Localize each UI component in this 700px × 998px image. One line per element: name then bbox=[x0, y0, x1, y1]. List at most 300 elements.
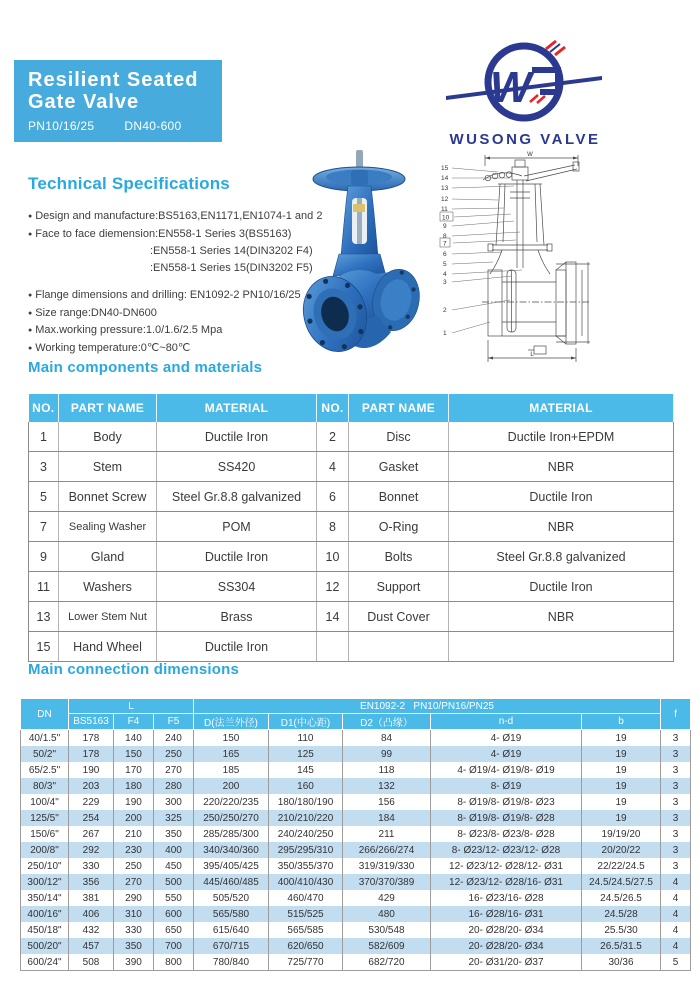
dimensions-cell: 190 bbox=[69, 762, 114, 778]
dimensions-cell: 500 bbox=[154, 874, 194, 890]
components-table bbox=[28, 394, 674, 662]
dimensions-cell: 118 bbox=[343, 762, 431, 778]
spec-line bbox=[28, 243, 333, 260]
components-cell: Bonnet bbox=[349, 482, 449, 512]
dimensions-cell: 406 bbox=[69, 906, 114, 922]
dimensions-cell: 16- Ø28/16- Ø31 bbox=[431, 906, 582, 922]
dimensions-cell: 615/640 bbox=[194, 922, 269, 938]
dimensions-cell: 356 bbox=[69, 874, 114, 890]
components-cell: Ductile Iron bbox=[157, 422, 317, 452]
dimensions-cell: 285/285/300 bbox=[194, 826, 269, 842]
components-cell: Steel Gr.8.8 galvanized bbox=[449, 542, 674, 572]
spec-text: Working temperature:0℃~80℃ bbox=[35, 341, 191, 354]
components-cell: O-Ring bbox=[349, 512, 449, 542]
product-title-line1: Resilient Seated bbox=[28, 69, 199, 91]
dimensions-cell: 600 bbox=[154, 906, 194, 922]
dimensions-cell: 505/520 bbox=[194, 890, 269, 906]
callout-13: 13 bbox=[441, 185, 449, 192]
dimensions-cell: 165 bbox=[194, 746, 269, 762]
col-f4: F4 bbox=[114, 714, 154, 730]
dimensions-cell: 508 bbox=[69, 954, 114, 971]
dimensions-cell: 250 bbox=[154, 746, 194, 762]
dimensions-cell: 4- Ø19 bbox=[431, 746, 582, 762]
callout-9: 9 bbox=[443, 223, 447, 230]
dimensions-cell: 150 bbox=[194, 730, 269, 747]
dimensions-cell: 8- Ø23/12- Ø23/12- Ø28 bbox=[431, 842, 582, 858]
bullet-icon: ● bbox=[28, 327, 33, 334]
dimensions-heading: Main connection dimensions bbox=[28, 661, 240, 678]
dimensions-row bbox=[21, 762, 691, 778]
dimensions-cell: 125/5" bbox=[21, 810, 69, 826]
dimensions-cell: 450 bbox=[154, 858, 194, 874]
dimensions-cell: 19/19/20 bbox=[582, 826, 661, 842]
dimensions-cell: 600/24" bbox=[21, 954, 69, 971]
dimensions-cell: 24.5/28 bbox=[582, 906, 661, 922]
dimensions-cell: 100/4" bbox=[21, 794, 69, 810]
callout-2: 2 bbox=[443, 307, 447, 314]
dim-w-label: W bbox=[527, 152, 533, 158]
dimensions-cell: 185 bbox=[194, 762, 269, 778]
components-cell: Ductile Iron bbox=[157, 542, 317, 572]
dimensions-cell: 650 bbox=[154, 922, 194, 938]
components-row bbox=[29, 572, 674, 602]
dimensions-cell: 250/10" bbox=[21, 858, 69, 874]
dimensions-cell: 300/12" bbox=[21, 874, 69, 890]
dimensions-cell: 295/295/310 bbox=[269, 842, 343, 858]
dimensions-cell: 400/410/430 bbox=[269, 874, 343, 890]
dimensions-cell: 780/840 bbox=[194, 954, 269, 971]
col-group-l: L bbox=[69, 699, 194, 714]
dimensions-cell: 19 bbox=[582, 778, 661, 794]
spec-line bbox=[28, 260, 333, 277]
product-subtitle bbox=[28, 119, 222, 133]
callout-11: 11 bbox=[441, 206, 448, 213]
dimensions-cell: 8- Ø19/8- Ø19/8- Ø23 bbox=[431, 794, 582, 810]
dimensions-row bbox=[21, 874, 691, 890]
dimensions-cell: 210 bbox=[114, 826, 154, 842]
components-cell: 12 bbox=[317, 572, 349, 602]
components-cell: 10 bbox=[317, 542, 349, 572]
spec-text: Face to face diemension:EN558-1 Series 3(BS5163) bbox=[35, 227, 292, 240]
components-cell: Gasket bbox=[349, 452, 449, 482]
spec-text: :EN558-1 Series 15(DIN3202 F5) bbox=[150, 261, 313, 274]
spec-line bbox=[28, 305, 333, 323]
dimensions-cell: 550 bbox=[154, 890, 194, 906]
components-cell: Gland bbox=[59, 542, 157, 572]
dimensions-cell: 24.5/24.5/27.5 bbox=[582, 874, 661, 890]
dimensions-row bbox=[21, 890, 691, 906]
components-cell: Washers bbox=[59, 572, 157, 602]
dimensions-cell: 370/370/389 bbox=[343, 874, 431, 890]
dimensions-cell: 8- Ø19/8- Ø19/8- Ø28 bbox=[431, 810, 582, 826]
dimensions-cell: 325 bbox=[154, 810, 194, 826]
dimensions-cell: 230 bbox=[114, 842, 154, 858]
col-d2: D2（凸缘） bbox=[343, 714, 431, 730]
dimensions-cell: 16- Ø23/16- Ø28 bbox=[431, 890, 582, 906]
col-dn: DN bbox=[21, 699, 69, 730]
dim-l-label: L bbox=[530, 352, 534, 358]
bullet-icon: ● bbox=[28, 292, 33, 299]
components-header-row bbox=[29, 394, 674, 422]
callout-15: 15 bbox=[441, 165, 449, 172]
spec-line bbox=[28, 340, 333, 358]
dimensions-cell: 8- Ø19 bbox=[431, 778, 582, 794]
dimensions-cell: 3 bbox=[661, 746, 691, 762]
col-material-1: MATERIAL bbox=[157, 394, 317, 422]
dimensions-cell: 319/319/330 bbox=[343, 858, 431, 874]
components-cell: Ductile Iron bbox=[449, 482, 674, 512]
components-cell: Ductile Iron bbox=[157, 632, 317, 662]
valve-photo bbox=[299, 148, 421, 362]
dimensions-cell: 4 bbox=[661, 938, 691, 954]
dimensions-cell: 240/240/250 bbox=[269, 826, 343, 842]
dimensions-cell: 350 bbox=[154, 826, 194, 842]
dimensions-cell: 22/22/24.5 bbox=[582, 858, 661, 874]
dimensions-cell: 211 bbox=[343, 826, 431, 842]
dimensions-cell: 20- Ø31/20- Ø37 bbox=[431, 954, 582, 971]
components-cell: Steel Gr.8.8 galvanized bbox=[157, 482, 317, 512]
components-cell: 15 bbox=[29, 632, 59, 662]
dimensions-cell: 340/340/360 bbox=[194, 842, 269, 858]
dimensions-cell: 12- Ø23/12- Ø28/16- Ø31 bbox=[431, 874, 582, 890]
dimensions-cell: 3 bbox=[661, 762, 691, 778]
dimensions-cell: 200 bbox=[114, 810, 154, 826]
dimensions-cell: 5 bbox=[661, 954, 691, 971]
components-cell: Ductile Iron bbox=[449, 572, 674, 602]
spec-text: Design and manufacture:BS5163,EN1171,EN1074-1 and 2 bbox=[35, 210, 323, 222]
dimensions-cell: 390 bbox=[114, 954, 154, 971]
dimensions-cell: 132 bbox=[343, 778, 431, 794]
bullet-icon: ● bbox=[28, 309, 33, 317]
components-cell: 2 bbox=[317, 422, 349, 452]
components-row bbox=[29, 452, 674, 482]
components-cell: Disc bbox=[349, 422, 449, 452]
dimensions-cell: 330 bbox=[69, 858, 114, 874]
dimensions-cell: 267 bbox=[69, 826, 114, 842]
components-cell: 6 bbox=[317, 482, 349, 512]
dimensions-cell: 184 bbox=[343, 810, 431, 826]
dimensions-cell: 250 bbox=[114, 858, 154, 874]
dimensions-cell: 80/3" bbox=[21, 778, 69, 794]
dimensions-cell: 200 bbox=[194, 778, 269, 794]
dimensions-cell: 99 bbox=[343, 746, 431, 762]
dims-header-row-1 bbox=[21, 699, 691, 714]
col-material-2: MATERIAL bbox=[449, 394, 674, 422]
dimensions-cell: 670/715 bbox=[194, 938, 269, 954]
dimensions-cell: 156 bbox=[343, 794, 431, 810]
callout-5: 5 bbox=[443, 261, 447, 268]
dimensions-row bbox=[21, 826, 691, 842]
dimensions-cell: 725/770 bbox=[269, 954, 343, 971]
bullet-icon: ● bbox=[28, 213, 33, 220]
dimensions-cell: 400 bbox=[154, 842, 194, 858]
dimensions-cell: 4 bbox=[661, 874, 691, 890]
components-row bbox=[29, 632, 674, 662]
product-title bbox=[28, 69, 222, 113]
col-bs5163: BS5163 bbox=[69, 714, 114, 730]
components-cell: 3 bbox=[29, 452, 59, 482]
dimensions-cell: 20- Ø28/20- Ø34 bbox=[431, 922, 582, 938]
dimensions-cell: 515/525 bbox=[269, 906, 343, 922]
dimensions-cell: 381 bbox=[69, 890, 114, 906]
col-no-1: NO. bbox=[29, 394, 59, 422]
callout-14: 14 bbox=[441, 175, 449, 182]
dimensions-cell: 460/470 bbox=[269, 890, 343, 906]
components-cell: NBR bbox=[449, 452, 674, 482]
dimensions-cell: 180/180/190 bbox=[269, 794, 343, 810]
dimensions-cell: 350/355/370 bbox=[269, 858, 343, 874]
components-cell: Bonnet Screw bbox=[59, 482, 157, 512]
dimensions-cell: 429 bbox=[343, 890, 431, 906]
components-cell: Support bbox=[349, 572, 449, 602]
dimensions-cell: 700 bbox=[154, 938, 194, 954]
components-row bbox=[29, 422, 674, 452]
dimensions-row bbox=[21, 858, 691, 874]
col-b: b bbox=[582, 714, 661, 730]
dimensions-cell: 254 bbox=[69, 810, 114, 826]
components-cell: Sealing Washer bbox=[59, 512, 157, 542]
dimensions-cell: 4 bbox=[661, 922, 691, 938]
dimensions-cell: 145 bbox=[269, 762, 343, 778]
dimensions-cell: 229 bbox=[69, 794, 114, 810]
dimensions-cell: 240 bbox=[154, 730, 194, 747]
dimensions-cell: 24.5/26.5 bbox=[582, 890, 661, 906]
dims-header-row-2 bbox=[21, 714, 691, 730]
dimensions-cell: 3 bbox=[661, 778, 691, 794]
dimensions-row bbox=[21, 810, 691, 826]
dimensions-cell: 19 bbox=[582, 794, 661, 810]
spec-text: Max.working pressure:1.0/1.6/2.5 Mpa bbox=[35, 324, 223, 336]
dimensions-row bbox=[21, 746, 691, 762]
dimensions-cell: 170 bbox=[114, 762, 154, 778]
col-partname-2: PART NAME bbox=[349, 394, 449, 422]
dimensions-cell: 266/266/274 bbox=[343, 842, 431, 858]
col-f: f bbox=[661, 699, 691, 730]
dimensions-cell: 582/609 bbox=[343, 938, 431, 954]
dimensions-cell: 65/2.5" bbox=[21, 762, 69, 778]
dimensions-cell: 150 bbox=[114, 746, 154, 762]
components-tbody bbox=[29, 422, 674, 662]
dimensions-cell: 450/18" bbox=[21, 922, 69, 938]
spec-text: :EN558-1 Series 14(DIN3202 F4) bbox=[150, 245, 313, 257]
col-f5: F5 bbox=[154, 714, 194, 730]
components-cell: SS304 bbox=[157, 572, 317, 602]
components-cell bbox=[317, 632, 349, 662]
dn-range: DN40-600 bbox=[124, 119, 182, 133]
components-cell: 7 bbox=[29, 512, 59, 542]
dimensions-cell: 3 bbox=[661, 730, 691, 747]
dimensions-cell: 25.5/30 bbox=[582, 922, 661, 938]
dimensions-cell: 12- Ø23/12- Ø28/12- Ø31 bbox=[431, 858, 582, 874]
components-cell: 14 bbox=[317, 602, 349, 632]
components-cell: Body bbox=[59, 422, 157, 452]
dimensions-table bbox=[20, 698, 691, 971]
dimensions-cell: 682/720 bbox=[343, 954, 431, 971]
dimensions-cell: 620/650 bbox=[269, 938, 343, 954]
components-cell: Lower Stem Nut bbox=[59, 602, 157, 632]
dimensions-cell: 432 bbox=[69, 922, 114, 938]
spec-line bbox=[28, 226, 333, 244]
dimensions-cell: 400/16" bbox=[21, 906, 69, 922]
dimensions-cell: 4 bbox=[661, 890, 691, 906]
components-heading: Main components and materials bbox=[28, 359, 263, 376]
brand-logo bbox=[440, 34, 610, 150]
dimensions-cell: 300 bbox=[154, 794, 194, 810]
dimensions-cell: 50/2" bbox=[21, 746, 69, 762]
components-cell: 5 bbox=[29, 482, 59, 512]
dimensions-cell: 565/580 bbox=[194, 906, 269, 922]
dimensions-row bbox=[21, 842, 691, 858]
dimensions-cell: 40/1.5" bbox=[21, 730, 69, 747]
col-no-2: NO. bbox=[317, 394, 349, 422]
dimensions-cell: 290 bbox=[114, 890, 154, 906]
dimensions-cell: 330 bbox=[114, 922, 154, 938]
dimensions-cell: 280 bbox=[154, 778, 194, 794]
dimensions-cell: 125 bbox=[269, 746, 343, 762]
dimensions-cell: 19 bbox=[582, 746, 661, 762]
components-cell: 11 bbox=[29, 572, 59, 602]
dimensions-cell: 395/405/425 bbox=[194, 858, 269, 874]
logo-mark-icon bbox=[446, 34, 604, 130]
dimensions-cell: 3 bbox=[661, 826, 691, 842]
dimensions-cell: 178 bbox=[69, 746, 114, 762]
col-group-en1092: EN1092-2 PN10/PN16/PN25 bbox=[194, 699, 661, 714]
dimensions-cell: 530/548 bbox=[343, 922, 431, 938]
callout-7: 7 bbox=[443, 240, 447, 248]
components-cell: Brass bbox=[157, 602, 317, 632]
components-row bbox=[29, 602, 674, 632]
dimensions-cell: 190 bbox=[114, 794, 154, 810]
dimensions-row bbox=[21, 730, 691, 747]
components-cell: POM bbox=[157, 512, 317, 542]
callout-1: 1 bbox=[443, 330, 447, 337]
dimensions-cell: 20/20/22 bbox=[582, 842, 661, 858]
dimensions-cell: 350/14" bbox=[21, 890, 69, 906]
dimensions-cell: 84 bbox=[343, 730, 431, 747]
dimensions-cell: 210/210/220 bbox=[269, 810, 343, 826]
components-cell: Stem bbox=[59, 452, 157, 482]
valve-section-drawing bbox=[438, 150, 596, 368]
dimensions-cell: 19 bbox=[582, 810, 661, 826]
svg-text:W: W bbox=[490, 63, 532, 112]
callout-12: 12 bbox=[441, 196, 449, 203]
dimensions-cell: 203 bbox=[69, 778, 114, 794]
dimensions-cell: 178 bbox=[69, 730, 114, 747]
components-cell: Bolts bbox=[349, 542, 449, 572]
dimensions-cell: 4- Ø19 bbox=[431, 730, 582, 747]
dimensions-cell: 800 bbox=[154, 954, 194, 971]
spec-line bbox=[28, 287, 333, 305]
dimensions-cell: 310 bbox=[114, 906, 154, 922]
dimensions-cell: 30/36 bbox=[582, 954, 661, 971]
col-n-d: n-d bbox=[431, 714, 582, 730]
dimensions-cell: 220/220/235 bbox=[194, 794, 269, 810]
dimensions-cell: 3 bbox=[661, 794, 691, 810]
bullet-icon: ● bbox=[28, 230, 33, 238]
spec-list bbox=[28, 208, 333, 357]
components-cell: Ductile Iron+EPDM bbox=[449, 422, 674, 452]
dimensions-cell: 180 bbox=[114, 778, 154, 794]
spec-line bbox=[28, 208, 333, 226]
dimensions-cell: 19 bbox=[582, 730, 661, 747]
components-cell: SS420 bbox=[157, 452, 317, 482]
callout-8: 8 bbox=[443, 233, 447, 240]
dimensions-cell: 160 bbox=[269, 778, 343, 794]
dimensions-cell: 565/585 bbox=[269, 922, 343, 938]
components-cell: 9 bbox=[29, 542, 59, 572]
components-cell: 13 bbox=[29, 602, 59, 632]
components-cell: 1 bbox=[29, 422, 59, 452]
col-partname-1: PART NAME bbox=[59, 394, 157, 422]
dimensions-cell: 445/460/485 bbox=[194, 874, 269, 890]
components-cell bbox=[349, 632, 449, 662]
components-row bbox=[29, 542, 674, 572]
components-cell: NBR bbox=[449, 602, 674, 632]
bullet-icon: ● bbox=[28, 344, 33, 352]
dimensions-cell: 250/250/270 bbox=[194, 810, 269, 826]
dimensions-row bbox=[21, 922, 691, 938]
callout-3: 3 bbox=[443, 279, 447, 286]
dimensions-row bbox=[21, 778, 691, 794]
dimensions-cell: 20- Ø28/20- Ø34 bbox=[431, 938, 582, 954]
brand-name: WUSONG VALVE bbox=[449, 131, 601, 148]
dimensions-cell: 3 bbox=[661, 858, 691, 874]
dimensions-cell: 140 bbox=[114, 730, 154, 747]
dimensions-cell: 8- Ø23/8- Ø23/8- Ø28 bbox=[431, 826, 582, 842]
callout-4: 4 bbox=[443, 271, 447, 278]
dimensions-cell: 3 bbox=[661, 810, 691, 826]
tech-specs-heading: Technical Specifications bbox=[28, 174, 230, 193]
components-row bbox=[29, 482, 674, 512]
components-cell: Hand Wheel bbox=[59, 632, 157, 662]
col-d: D(法兰外径) bbox=[194, 714, 269, 730]
dimensions-row bbox=[21, 906, 691, 922]
spec-text: Size range:DN40-DN600 bbox=[35, 306, 157, 319]
components-cell: 8 bbox=[317, 512, 349, 542]
dimensions-row bbox=[21, 794, 691, 810]
callout-10: 10 bbox=[442, 214, 450, 222]
components-cell: NBR bbox=[449, 512, 674, 542]
dimensions-cell: 270 bbox=[114, 874, 154, 890]
dimensions-cell: 480 bbox=[343, 906, 431, 922]
dimensions-cell: 500/20" bbox=[21, 938, 69, 954]
callout-6: 6 bbox=[443, 251, 447, 258]
components-cell: Dust Cover bbox=[349, 602, 449, 632]
spec-line bbox=[28, 322, 333, 340]
components-cell: 4 bbox=[317, 452, 349, 482]
dimensions-cell: 200/8" bbox=[21, 842, 69, 858]
dimensions-cell: 150/6" bbox=[21, 826, 69, 842]
dimensions-row bbox=[21, 954, 691, 971]
dimensions-cell: 110 bbox=[269, 730, 343, 747]
title-block bbox=[14, 60, 222, 142]
dimensions-row bbox=[21, 938, 691, 954]
spec-text: Flange dimensions and drilling: EN1092-2 PN10/16/25 bbox=[35, 289, 301, 301]
dimensions-cell: 292 bbox=[69, 842, 114, 858]
dimensions-cell: 4- Ø19/4- Ø19/8- Ø19 bbox=[431, 762, 582, 778]
dimensions-cell: 4 bbox=[661, 906, 691, 922]
components-row bbox=[29, 512, 674, 542]
col-d1: D1(中心距) bbox=[269, 714, 343, 730]
dimensions-cell: 3 bbox=[661, 842, 691, 858]
dimensions-cell: 26.5/31.5 bbox=[582, 938, 661, 954]
dimensions-cell: 19 bbox=[582, 762, 661, 778]
pn-range: PN10/16/25 bbox=[28, 119, 95, 133]
components-cell bbox=[449, 632, 674, 662]
dimensions-cell: 350 bbox=[114, 938, 154, 954]
dimensions-cell: 457 bbox=[69, 938, 114, 954]
dimensions-cell: 270 bbox=[154, 762, 194, 778]
